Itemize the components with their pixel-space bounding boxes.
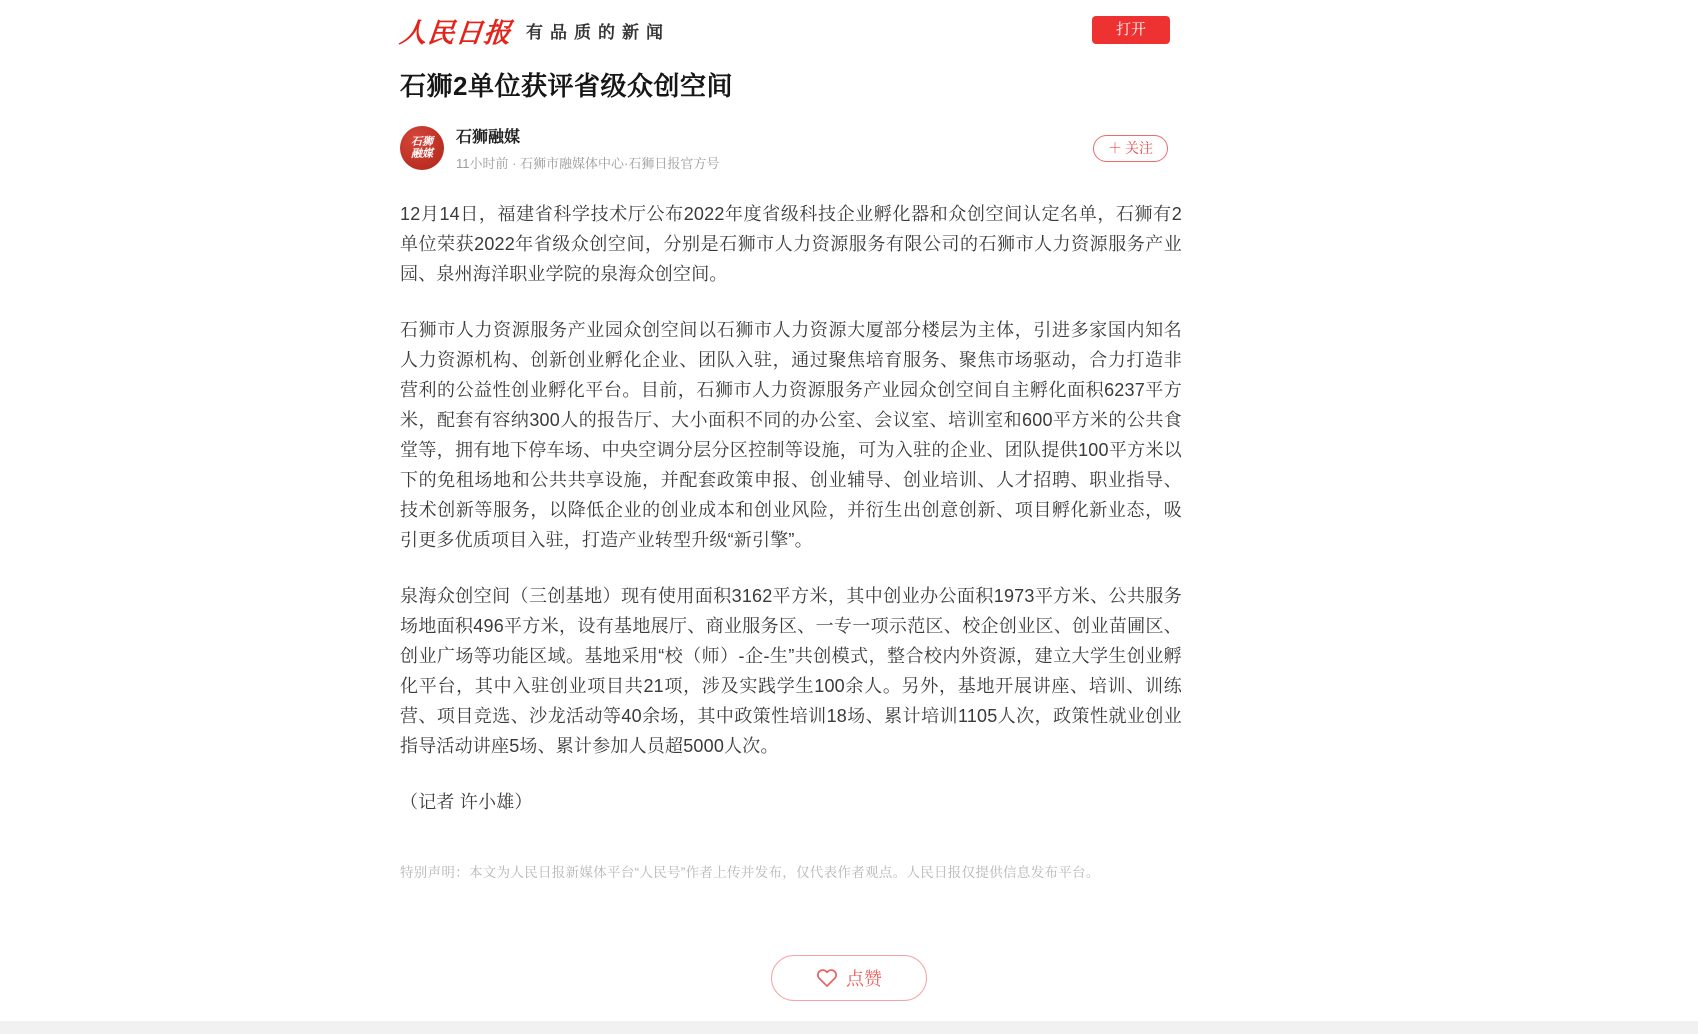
- avatar[interactable]: [400, 126, 444, 170]
- reporter-byline: （记者 许小雄）: [400, 792, 533, 812]
- author-meta: 11小时前 · 石狮市融媒体中心·石狮日报官方号: [456, 156, 720, 171]
- bottom-divider: [0, 1021, 1698, 1034]
- follow-button[interactable]: [1093, 135, 1168, 162]
- avatar-text-line2: 融媒: [411, 147, 433, 160]
- brand-tagline: 有品质的新闻: [526, 22, 670, 42]
- avatar-text-line1: 石狮: [411, 135, 433, 148]
- like-button-label: 点赞: [846, 969, 882, 989]
- open-app-button[interactable]: 打开: [1092, 16, 1170, 44]
- page-header: [400, 13, 1182, 47]
- brand: [400, 11, 670, 50]
- author-info: [456, 124, 719, 172]
- heart-icon: [816, 967, 838, 989]
- like-section: [0, 955, 1698, 1001]
- plus-icon: ＋: [1108, 140, 1122, 156]
- author-name[interactable]: 石狮融媒: [456, 129, 521, 146]
- article-body: [400, 199, 1182, 817]
- article-paragraph: 12月14日，福建省科学技术厅公布2022年度省级科技企业孵化器和众创空间认定名单，石狮有2单位荣获2022年省级众创空间，分别是石狮市人力资源服务有限公司的石狮市人力资源服务产业园、泉州海洋职业学院的泉海众创空间。: [400, 204, 1182, 284]
- article-paragraph: 石狮市人力资源服务产业园众创空间以石狮市人力资源大厦部分楼层为主体，引进多家国内知名人力资源机构、创新创业孵化企业、团队入驻，通过聚焦培育服务、聚焦市场驱动，合力打造非营利的公益性创业孵化平台。目前，石狮市人力资源服务产业园众创空间自主孵化面积6237平方米，配套有容纳300人的报告厅、大小面积不同的办公室、会议室、培训室和600平方米的公共食堂等，拥有地下停车场、中央空调分层分区控制等设施，可为入驻的企业、团队提供100平方米以下的免租场地和公共共享设施，并配套政策申报、创业辅导、创业培训、人才招聘、职业指导、技术创新等服务，以降低企业的创业成本和创业风险，并衍生出创意创新、项目孵化新业态，吸引更多优质项目入驻，打造产业转型升级“新引擎”。: [400, 320, 1182, 550]
- content-column: [400, 0, 1182, 881]
- page-title: 石狮2单位获评省级众创空间: [400, 71, 733, 101]
- article-paragraph: 泉海众创空间（三创基地）现有使用面积3162平方米，其中创业办公面积1973平方米、公共服务场地面积496平方米，设有基地展厅、商业服务区、一专一项示范区、校企创业区、创业苗圃区、创业广场等功能区域。基地采用“校（师）-企-生”共创模式，整合校内外资源，建立大学生创业孵化平台，其中入驻创业项目共21项，涉及实践学生100余人。另外，基地开展讲座、培训、训练营、项目竞选、沙龙活动等40余场，其中政策性培训18场、累计培训1105人次，政策性就业创业指导活动讲座5场、累计参加人员超5000人次。: [400, 586, 1182, 756]
- disclaimer-text: 特别声明：本文为人民日报新媒体平台“人民号”作者上传并发布，仅代表作者观点。人民日报仅提供信息发布平台。: [400, 865, 1100, 880]
- like-button[interactable]: [771, 955, 927, 1001]
- author-row: [400, 124, 1182, 172]
- follow-button-label: 关注: [1125, 140, 1153, 156]
- peoples-daily-logo: 人民日报: [398, 17, 514, 49]
